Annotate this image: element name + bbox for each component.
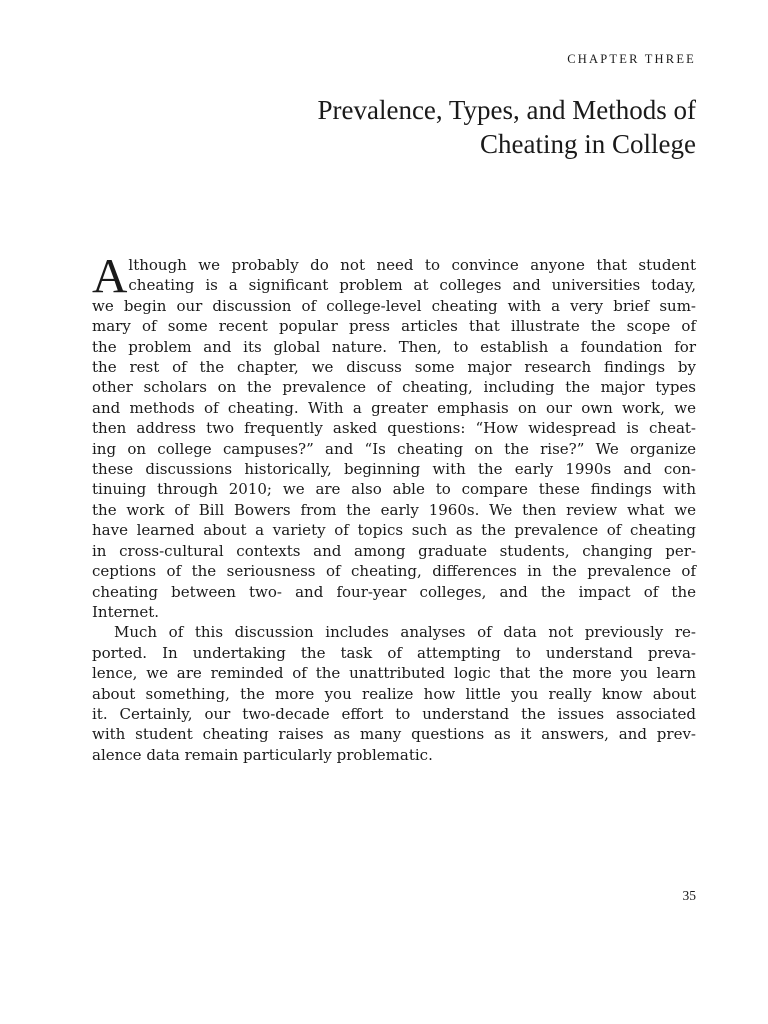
text-line: mary of some recent popular press articles that illustrate the scope of <box>92 317 696 336</box>
paragraph-1 <box>92 248 696 622</box>
text-line: and methods of cheating. With a greater emphasis on our own work, we <box>92 398 696 417</box>
text-line: about something, the more you realize how little you really know about <box>92 684 696 703</box>
text-line: it. Certainly, our two-decade effort to understand the issues associated <box>92 704 696 723</box>
drop-cap: A <box>92 248 128 303</box>
text-line: with student cheating raises as many questions as it answers, and prev- <box>92 725 696 744</box>
text-line: cheating is a significant problem at colleges and universities today, <box>128 276 696 295</box>
text-line: Internet. <box>92 602 159 621</box>
text-line: cheating between two- and four-year colleges, and the impact of the <box>92 582 696 601</box>
text-line: we begin our discussion of college-level cheating with a very brief sum- <box>92 296 696 315</box>
page-number: 35 <box>682 888 696 903</box>
text-line: ceptions of the seriousness of cheating, differences in the prevalence of <box>92 562 696 581</box>
text-line: the rest of the chapter, we discuss some major research findings by <box>92 358 696 377</box>
text-line: Much of this discussion includes analyses of data not previously re- <box>114 623 696 642</box>
text-line: the problem and its global nature. Then, to establish a foundation for <box>92 337 696 356</box>
text-line: these discussions historically, beginning with the early 1990s and con- <box>92 460 696 479</box>
text-line: lthough we probably do not need to convince anyone that student <box>128 256 696 274</box>
body-text <box>92 248 696 765</box>
text-line: the work of Bill Bowers from the early 1960s. We then review what we <box>92 500 696 519</box>
text-line: have learned about a variety of topics such as the prevalence of cheating <box>92 521 696 540</box>
chapter-label: CHAPTER THREE <box>567 52 696 66</box>
text-line: then address two frequently asked questions: “How widespread is cheat- <box>92 419 696 438</box>
chapter-title-line: Prevalence, Types, and Methods of <box>317 95 696 125</box>
paragraph-2 <box>92 622 696 765</box>
chapter-title <box>136 93 696 161</box>
text-line: lence, we are reminded of the unattributed logic that the more you learn <box>92 664 696 683</box>
text-line: ported. In undertaking the task of attempting to understand preva- <box>92 643 696 662</box>
text-line: alence data remain particularly problematic. <box>92 745 433 764</box>
text-line: other scholars on the prevalence of cheating, including the major types <box>92 378 696 397</box>
text-line: ing on college campuses?” and “Is cheating on the rise?” We organize <box>92 439 696 458</box>
text-line: in cross-cultural contexts and among graduate students, changing per- <box>92 541 696 560</box>
chapter-title-line: Cheating in College <box>480 129 696 159</box>
text-line: tinuing through 2010; we are also able to compare these findings with <box>92 480 696 499</box>
